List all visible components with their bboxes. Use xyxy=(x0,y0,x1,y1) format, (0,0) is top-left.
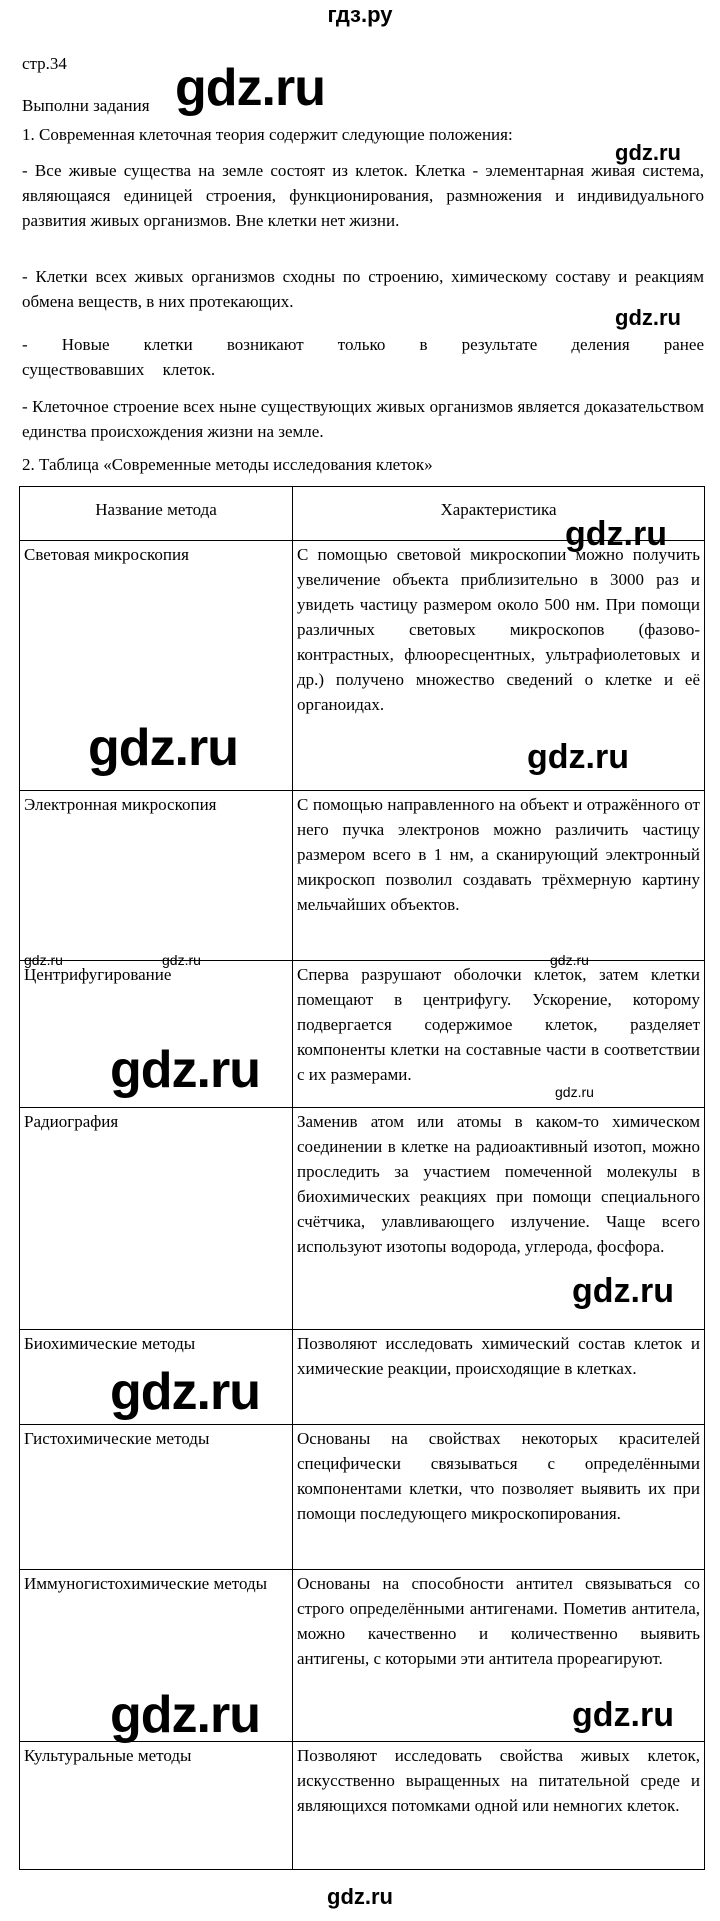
page-ref: стр.34 xyxy=(22,54,67,73)
watermark: gdz.ru xyxy=(572,1696,674,1734)
item1-point: - Клеточное строение всех ныне существующих живых организмов является доказательством единства происхождения жизни на земле. xyxy=(22,397,704,441)
table-row xyxy=(20,1742,705,1870)
table-row xyxy=(20,791,705,961)
watermark: gdz.ru xyxy=(88,719,238,777)
watermark: gdz.ru xyxy=(550,952,589,968)
item1-title: 1. Современная клеточная теория содержит следующие положения: xyxy=(22,125,513,144)
watermark: gdz.ru xyxy=(110,1363,260,1421)
methods-table xyxy=(19,486,705,1870)
item2-title: 2. Таблица «Современные методы исследования клеток» xyxy=(22,455,433,474)
method-name: Культуральные методы xyxy=(20,1742,293,1870)
watermark: gdz.ru xyxy=(175,59,325,117)
method-description: Позволяют исследовать химический состав клеток и химические реакции, происходящие в клетках. xyxy=(293,1330,705,1425)
method-description: С помощью световой микроскопии можно получить увеличение объекта приблизительно в 3000 раз и увидеть частицу размером около 500 нм. При помощи различных световых микроскопов (фазово-контрастных, флюоресцентных, ультрафиолетовых и др.) получено множество сведений о клетке и её органоидах. xyxy=(293,541,705,791)
method-description: С помощью направленного на объект и отражённого от него пучка электронов можно различить частицу размером всего в 1 нм, а сканирующий электронный микроскоп позволил создавать трёхмерную картину мельчайших объектов. xyxy=(293,791,705,961)
site-header[interactable]: гдз.ру xyxy=(327,2,393,27)
task-heading: Выполни задания xyxy=(22,96,150,115)
watermark: gdz.ru xyxy=(110,1041,260,1099)
column-header-method: Название метода xyxy=(20,487,293,541)
method-description: Основаны на свойствах некоторых красителей специфически связываться с определёнными компонентами клетки, что позволяет выявить их при помощи последующего микроскопирования. xyxy=(293,1425,705,1570)
method-description: Сперва разрушают оболочки клеток, затем клетки помещают в центрифугу. Ускорение, которому подвергается содержимое клеток, разделяет компоненты клетки на составные части в соответствии с их размерами. xyxy=(293,961,705,1108)
method-description: Основаны на способности антител связываться со строго определёнными антигенами. Пометив антитела, можно качественно и количественно выявить антигены, с которыми эти антитела прореагируют. xyxy=(293,1570,705,1742)
watermark: gdz.ru xyxy=(24,952,63,968)
table-row xyxy=(20,1425,705,1570)
method-name: Радиография xyxy=(20,1108,293,1330)
method-description: Позволяют исследовать свойства живых клеток, искусственно выращенных на питательной среде и являющихся потомками одной или немногих клеток. xyxy=(293,1742,705,1870)
item1-point: - Клетки всех живых организмов сходны по строению, химическому составу и реакциям обмена веществ, в них протекающих. xyxy=(22,267,704,311)
watermark: gdz.ru xyxy=(615,140,681,165)
watermark: gdz.ru xyxy=(110,1686,260,1744)
watermark: gdz.ru xyxy=(527,738,629,776)
method-name: Гистохимические методы xyxy=(20,1425,293,1570)
site-footer[interactable]: gdz.ru xyxy=(327,1884,393,1909)
item1-point: - Новые клетки возникают только в результате деления ранее существовавших клеток. xyxy=(22,335,704,379)
method-name: Иммуногистохимические методы xyxy=(20,1570,293,1742)
method-description: Заменив атом или атомы в каком-то химическом соединении в клетке на радиоактивный изотоп, можно проследить за участием помеченной молекулы в биохимических реакциях при помощи специального счётчика, улавливающего излучение. Чаще всего используют изотопы водорода, углерода, фосфора. xyxy=(293,1108,705,1330)
watermark: gdz.ru xyxy=(555,1084,594,1100)
watermark: gdz.ru xyxy=(615,305,681,330)
method-name: Световая микроскопия xyxy=(20,541,293,791)
method-name: Центрифугирование xyxy=(20,961,293,1108)
watermark: gdz.ru xyxy=(572,1272,674,1310)
method-name: Биохимические методы xyxy=(20,1330,293,1425)
item1-point: - Все живые существа на земле состоят из клеток. Клетка - элементарная живая система, являющаяся единицей строения, функционирования, размножения и индивидуального развития живых организмов. Вне клетки нет жизни. xyxy=(22,161,704,230)
column-header-characteristic: Характеристика xyxy=(293,487,705,541)
watermark: gdz.ru xyxy=(162,952,201,968)
watermark: gdz.ru xyxy=(565,515,667,553)
method-name: Электронная микроскопия xyxy=(20,791,293,961)
